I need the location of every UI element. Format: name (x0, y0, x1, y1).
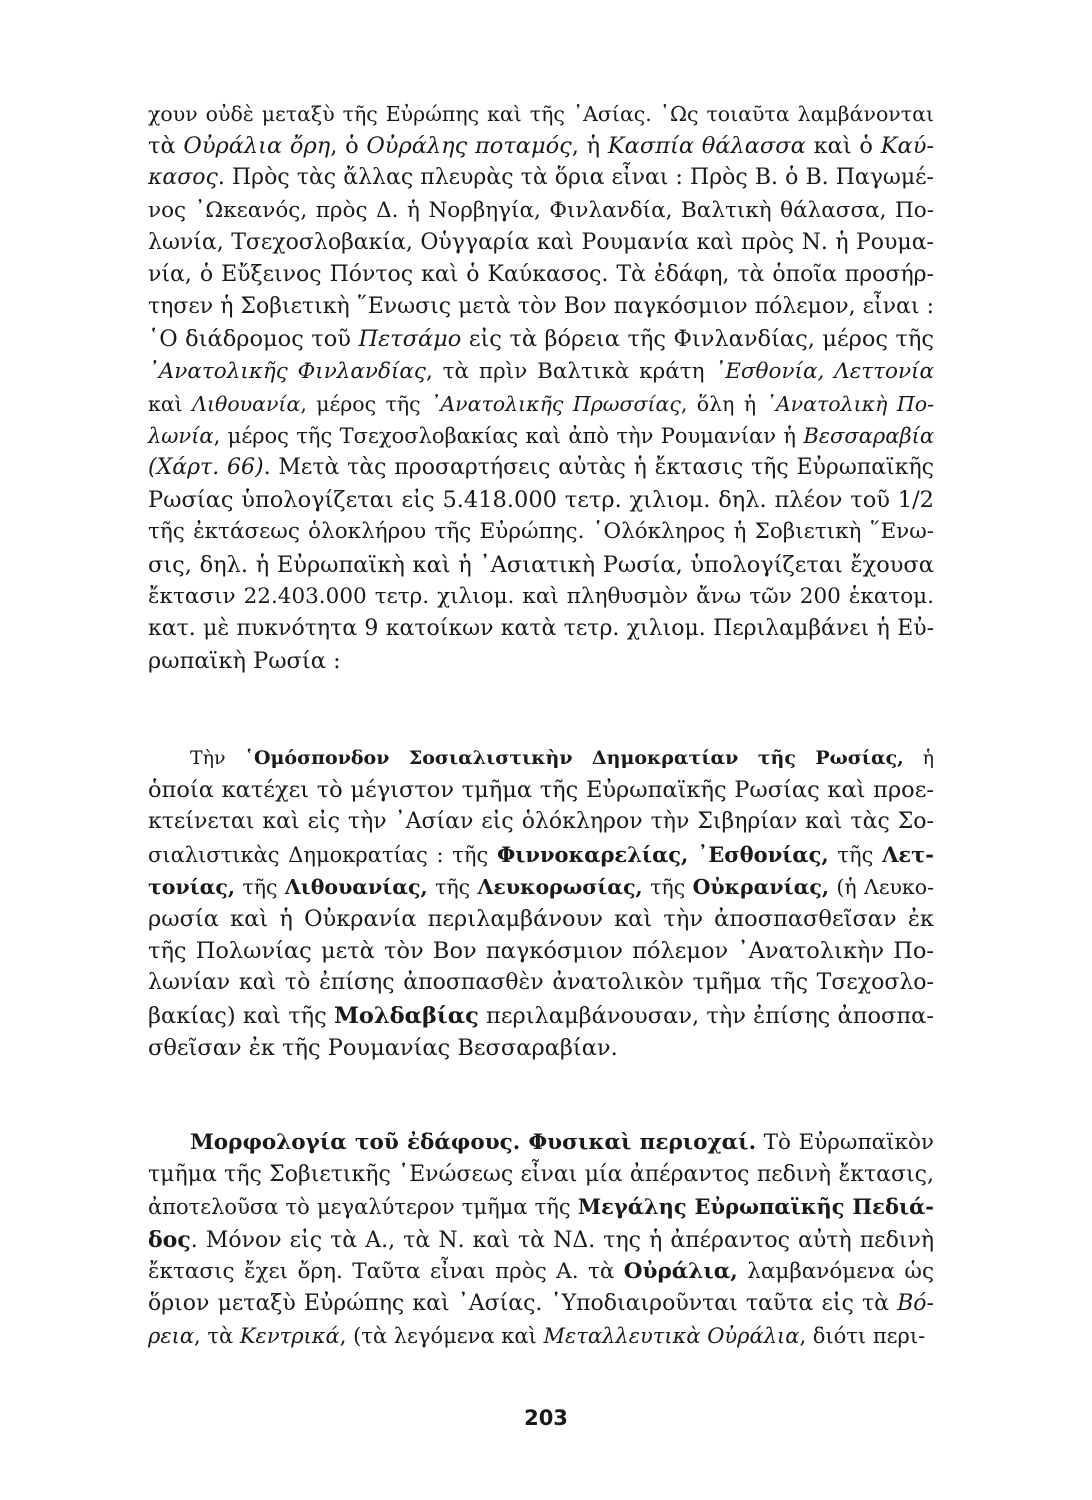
text-run: . Μόνον εἰς τὰ Α., τὰ Ν. καὶ τὰ ΝΔ. της ἡ ἀπέραντος αὐτὴ πεδινὴ (190, 1227, 934, 1253)
italic-text: ᾿Ανατολικῆς Πρωσσίας (430, 391, 681, 416)
text-line (148, 1191, 934, 1223)
bold-text: Μολδαβίας (333, 1002, 479, 1029)
text-run: ὅριον μεταξὺ Εὐρώπης καὶ ᾿Ασίας. ῾Υποδιαιροῦνται ταῦτα εἰς τὰ (148, 1290, 898, 1316)
text-line (148, 484, 934, 516)
text-line (148, 967, 934, 999)
text-run: νος ᾿Ωκεανός, πρὸς Δ. ἡ Νορβηγία, Φινλανδία, Βαλτικὴ θάλασσα, Πο- (148, 197, 934, 223)
text-run: λωνίαν καὶ τὸ ἐπίσης ἀποσπασθὲν ἀνατολικὸν τμῆμα τῆς Τσεχοσλο- (148, 970, 934, 996)
text-line (148, 871, 934, 903)
text-run: λωνία, Τσεχοσλοβακία, Οὑγγαρία καὶ Ρουμανία καὶ πρὸς Ν. ἡ Ρουμα- (148, 229, 934, 255)
italic-text: Καύ- (880, 133, 934, 160)
text-line (148, 806, 934, 838)
text-run: ὁποία κατέχει τὸ μέγιστον τμῆμα τῆς Εὐρωπαϊκῆς Ρωσίας καὶ προε- (148, 777, 934, 804)
text-line (148, 130, 934, 162)
italic-text: ᾿Εσθονία, Λεττονία (714, 358, 934, 384)
text-run: τῆς (235, 874, 285, 899)
italic-text: ᾿Ανατολικῆς Φινλανδίας (148, 358, 426, 384)
paragraph (148, 742, 934, 1064)
text-run: κτείνεται καὶ εἰς τὴν ᾿Ασίαν εἰς ὁλόκληρον τὴν Σιβηρίαν καὶ τὰς Σο- (148, 809, 934, 835)
text-line (148, 581, 934, 613)
text-run: ἔκτασιν 22.403.000 τετρ. χιλιομ. καὶ πληθυσμὸν ἄνω τῶν 200 ἑκατομ. (148, 583, 934, 609)
bold-text: Οὐράλια, (623, 1258, 738, 1284)
text-line (148, 98, 934, 130)
text-run: καὶ ὁ (805, 133, 881, 160)
text-line (148, 1320, 934, 1352)
text-run: σιαλιστικὰς Δημοκρατίας : τῆς (148, 842, 497, 867)
text-run: ρωσία καὶ ἡ Οὐκρανία περιλαμβάνουν καὶ τὴν ἀποσπασθεῖσαν ἐκ (148, 905, 934, 932)
text-line (148, 162, 934, 194)
text-run: , ὅλη ἡ (680, 391, 766, 416)
bold-text: ῾Ομόσπονδον Σοσιαλιστικὴν Δημοκρατίαν τῆς Ρωσίας, (244, 747, 904, 769)
text-run: , μέρος τῆς (300, 391, 431, 416)
italic-text: Λιθουανία (192, 391, 301, 416)
bold-text: δος (148, 1226, 191, 1253)
text-run: τῆς Πολωνίας μετὰ τὸν Βον παγκόσμιον πόλεμον ᾿Ανατολικὴν Πο- (148, 938, 934, 965)
italic-text: λωνία (148, 423, 214, 448)
text-run: , (τὰ λεγόμενα καὶ (339, 1324, 544, 1349)
text-run: τησεν ἡ Σοβιετικὴ ῞Ενωσις μετὰ τὸν Βον παγκόσμιον πόλεμον, εἶναι : (148, 294, 934, 320)
italic-text: Οὐράλης ποταμός (366, 133, 572, 160)
bold-text: Μεγάλης Εὐρωπαϊκῆς Πεδιά- (577, 1194, 934, 1220)
text-run: νία, ὁ Εὔξεινος Πόντος καὶ ὁ Καύκασος. Τὰ ἐδάφη, τὰ ὁποῖα προσήρ- (148, 261, 934, 287)
bold-text: Λευκορωσίας, (477, 874, 643, 899)
text-run: καὶ (148, 391, 193, 416)
bold-text: Μορφολογία τοῦ ἐδάφους. Φυσικαὶ περιοχαί. (190, 1130, 757, 1155)
text-line (148, 356, 934, 388)
text-run: σθεῖσαν ἐκ τῆς Ρουμανίας Βεσσαραβίαν. (148, 1034, 618, 1061)
text-line (148, 839, 934, 871)
text-run: βακίας) καὶ τῆς (148, 1002, 334, 1029)
text-run: τῆς (828, 842, 883, 867)
italic-text: ρεια (148, 1324, 195, 1349)
text-line (148, 227, 934, 259)
text-run: τμῆμα τῆς Σοβιετικῆς ῾Ενώσεως εἶναι μία ἀπέραντος πεδινὴ ἔκτασις, (148, 1162, 934, 1188)
text-line (148, 903, 934, 935)
text-line (148, 1032, 934, 1064)
text-run: , μέρος τῆς Τσεχοσλοβακίας καὶ ἀπὸ τὴν Ρουμανίαν ἡ (213, 423, 804, 448)
text-line (148, 1256, 934, 1288)
text-line (148, 291, 934, 323)
text-run: Ρωσίας ὑπολογίζεται εἰς 5.418.000 τετρ. χιλιομ. δηλ. πλέον τοῦ 1/2 (148, 487, 934, 514)
bold-text: Οὐκρανίας, (692, 874, 829, 899)
text-run: ἀποτελοῦσα τὸ μεγαλύτερον τμῆμα τῆς (148, 1195, 578, 1220)
text-run: , τὰ (194, 1324, 240, 1349)
text-line (148, 1288, 934, 1320)
bold-text: τονίας, (148, 874, 236, 899)
italic-text: Μεταλλευτικὰ Οὐράλια (543, 1324, 800, 1349)
text-line (148, 1224, 934, 1256)
bold-text: Λετ- (882, 841, 934, 867)
text-run: (ἡ Λευκο- (828, 874, 934, 899)
page-number: 203 (524, 1406, 568, 1430)
italic-text: Οὐράλια ὄρη (183, 133, 331, 160)
italic-text: Πετσάμο (358, 326, 462, 353)
text-run: σις, δηλ. ἡ Εὐρωπαϊκὴ καὶ ἡ ᾿Ασιατικὴ Ρωσία, ὑπολογίζεται ἔχουσα (148, 551, 934, 578)
italic-text: (Χάρτ. 66) (148, 455, 264, 481)
text-run: εἰς τὰ βόρεια τῆς Φινλανδίας, μέρος τῆς (461, 326, 934, 353)
text-line (148, 1159, 934, 1191)
text-line (148, 742, 934, 774)
paragraph (148, 1127, 934, 1352)
italic-text: Βεσσαραβία (803, 423, 934, 448)
text-line (148, 420, 934, 452)
bold-text: Φιννοκαρελίας, ᾿Εσθονίας, (496, 841, 829, 867)
text-run: . Πρὸς τὰς ἄλλας πλευρὰς τὰ ὅρια εἶναι : Πρὸς Β. ὁ Β. Παγωμέ- (217, 165, 934, 191)
text-line (148, 452, 934, 484)
text-run: τῆς (427, 874, 478, 899)
paragraph (148, 98, 934, 677)
text-line (148, 1127, 934, 1159)
text-run: τῆς (642, 874, 693, 899)
text-line (148, 613, 934, 645)
text-run: , ὁ (330, 133, 367, 160)
text-line (148, 516, 934, 548)
text-line (148, 259, 934, 291)
text-run: ρωπαϊκὴ Ρωσία : (148, 648, 341, 675)
text-line (148, 774, 934, 806)
text-run: Τὸ Εὐρωπαϊκὸν (756, 1130, 934, 1155)
text-line (148, 549, 934, 581)
text-run: , διότι περι- (799, 1324, 926, 1349)
text-line (148, 323, 934, 355)
text-line (148, 388, 934, 420)
text-line (148, 645, 934, 677)
text-run: τὰ (148, 133, 184, 160)
text-run: , ἡ (571, 133, 608, 160)
text-run: ῾Ο διάδρομος τοῦ (148, 326, 359, 353)
italic-text: Κεντρικά (239, 1324, 340, 1349)
text-run: κατ. μὲ πυκνότητα 9 κατοίκων κατὰ τετρ. χιλιομ. Περιλαμβάνει ἡ Εὐ- (148, 616, 934, 641)
text-line (148, 1000, 934, 1032)
text-run: τῆς ἐκτάσεως ὁλοκλήρου τῆς Εὐρώπης. ῾Ολόκληρος ἡ Σοβιετικὴ ῞Ενω- (148, 519, 934, 545)
italic-text: κασος (148, 165, 218, 191)
text-run: ἡ (903, 747, 934, 769)
text-run: λαμβανόμενα ὡς (737, 1258, 934, 1284)
text-run: χουν οὐδὲ μεταξὺ τῆς Εὐρώπης καὶ τῆς ᾿Ασίας. ῾Ως τοιαῦτα λαμβάνονται (148, 102, 934, 126)
text-run: . Μετὰ τὰς προσαρτήσεις αὐτὰς ἡ ἔκτασις τῆς Εὐρωπαϊκῆς (263, 455, 934, 481)
text-run: ἔκτασις ἔχει ὄρη. Ταῦτα εἶναι πρὸς Α. τὰ (148, 1258, 624, 1284)
italic-text: Κασπία θάλασσα (607, 133, 806, 160)
text-run: Τὴν (190, 747, 245, 769)
bold-text: Λιθουανίας, (284, 874, 428, 899)
italic-text: ᾿Ανατολικὴ Πο- (765, 391, 934, 416)
text-run: , τὰ πρὶν Βαλτικὰ κράτη (425, 358, 715, 384)
text-run: περιλαμβάνουσαν, τὴν ἐπίσης ἀποσπα- (478, 1002, 934, 1029)
italic-text: Βό- (897, 1290, 934, 1316)
text-line (148, 935, 934, 967)
text-line (148, 195, 934, 227)
